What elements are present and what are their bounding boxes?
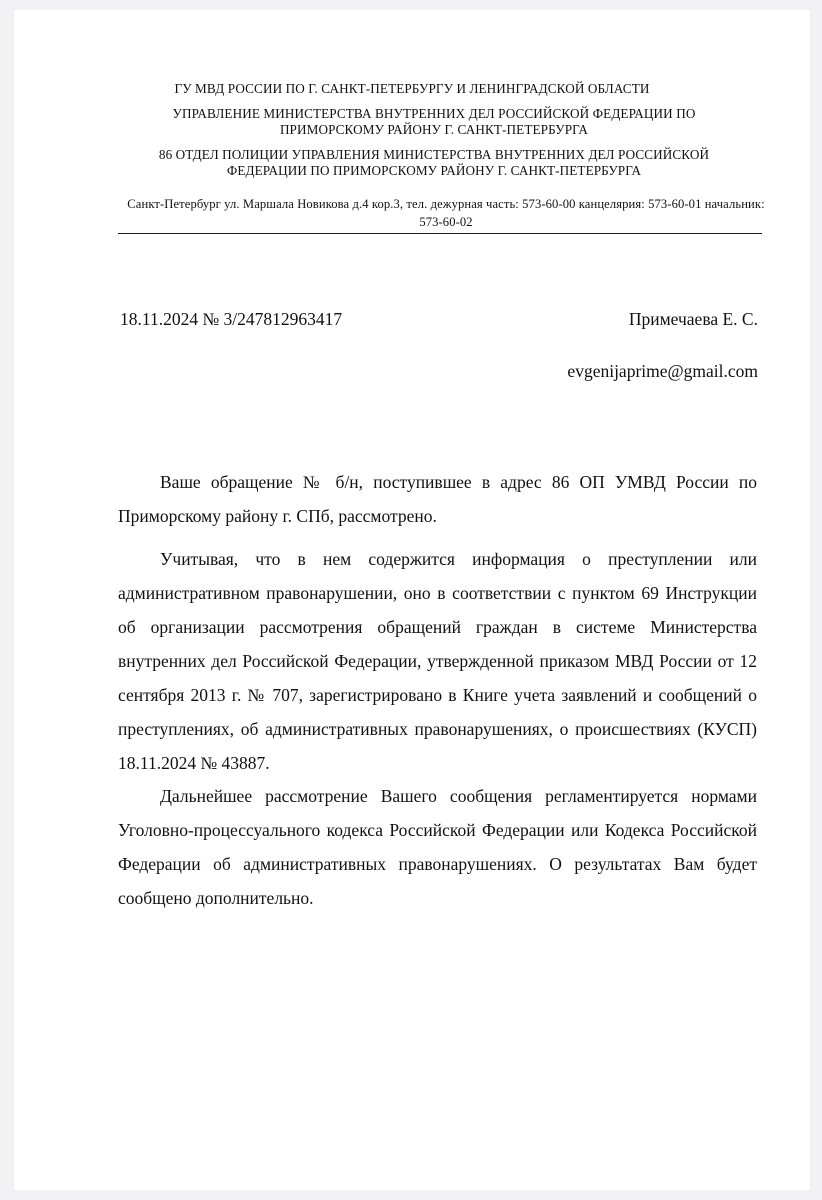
recipient-email: evgenijaprime@gmail.com — [567, 361, 758, 381]
letterhead-contacts: Санкт-Петербург ул. Маршала Новикова д.4 кор.3, тел. дежурная часть: 573-60-00 канцелярия: 573-60-01 начальник: 573-60-02 — [127, 197, 765, 229]
document-page — [14, 10, 810, 1190]
body-paragraph: Ваше обращение № б/н, поступившее в адрес 86 ОП УМВД России по Приморскому району г. СПб, рассмотрено. — [118, 472, 757, 526]
recipient-name: Примечаева Е. С. — [628, 309, 758, 329]
letterhead-department: УПРАВЛЕНИЕ МИНИСТЕРСТВА ВНУТРЕННИХ ДЕЛ РОССИЙСКОЙ ФЕДЕРАЦИИ ПО ПРИМОРСКОМУ РАЙОНУ Г. САНКТ-ПЕТЕРБУРГА — [172, 106, 696, 137]
body-paragraph: Дальнейшее рассмотрение Вашего сообщения регламентируется нормами Уголовно-процессуального кодекса Российской Федерации или Кодекса Российской Федерации об административных правонарушениях. О результатах Вам будет сообщено дополнительно. — [118, 786, 757, 908]
letterhead-divider — [118, 233, 762, 234]
body-paragraph: Учитывая, что в нем содержится информация о преступлении или административном правонарушении, оно в соответствии с пунктом 69 Инструкции об организации рассмотрения обращений граждан в системе Министерства внутренних дел Российской Федерации, утвержденной приказом МВД России от 12 сентября 2013 г. № 707, зарегистрировано в Книге учета заявлений и сообщений о преступлениях, об административных правонарушениях, о происшествиях (КУСП) 18.11.2024 № 43887. — [118, 549, 757, 773]
letterhead-police-unit: 86 ОТДЕЛ ПОЛИЦИИ УПРАВЛЕНИЯ МИНИСТЕРСТВА ВНУТРЕННИХ ДЕЛ РОССИЙСКОЙ ФЕДЕРАЦИИ ПО ПРИМОРСКОМУ РАЙОНУ Г. САНКТ-ПЕТЕРБУРГА — [158, 147, 710, 178]
registration-number: 18.11.2024 № 3/247812963417 — [120, 309, 343, 329]
letterhead-ministry: ГУ МВД РОССИИ ПО Г. САНКТ-ПЕТЕРБУРГУ И ЛЕНИНГРАДСКОЙ ОБЛАСТИ — [174, 81, 650, 96]
